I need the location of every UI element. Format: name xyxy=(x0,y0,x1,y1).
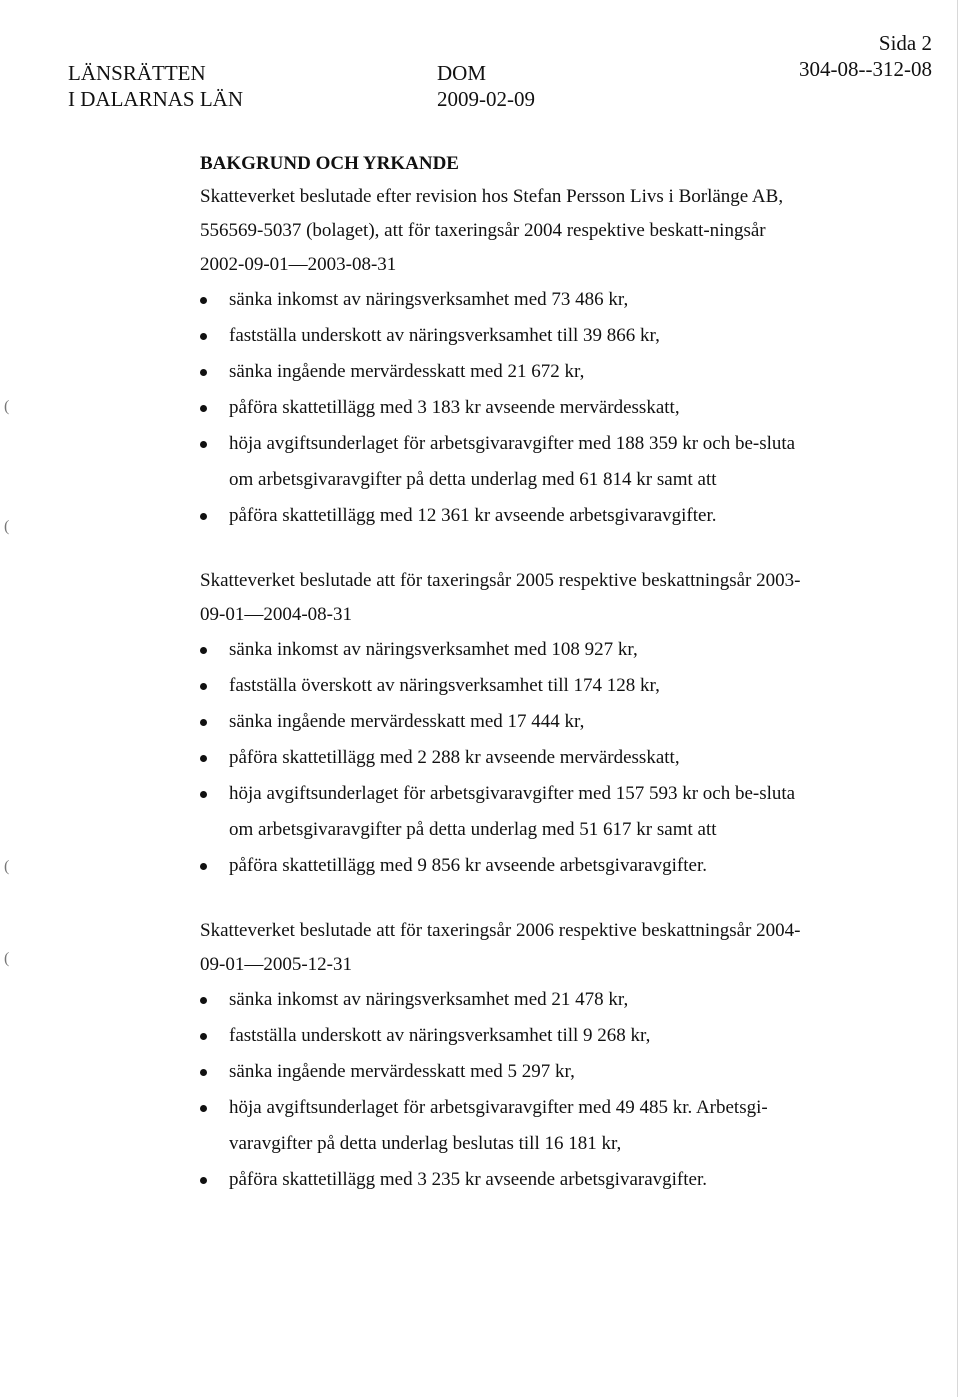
decision-section-2006 xyxy=(200,914,810,1198)
list-item xyxy=(200,848,810,884)
list-item-text: höja avgiftsunderlaget för arbetsgivaravgifter med 157 593 kr och be-sluta om arbetsgivaravgifter på detta underlag med 51 617 kr samt att xyxy=(229,783,796,840)
bullet-icon xyxy=(200,719,207,726)
bullet-icon xyxy=(200,405,207,412)
list-item-text: fastställa överskott av näringsverksamhet till 174 128 kr, xyxy=(229,675,660,696)
scan-mark: ( xyxy=(4,518,10,535)
list-item-text: påföra skattetillägg med 2 288 kr avseende mervärdesskatt, xyxy=(229,747,680,768)
list-item xyxy=(200,1018,810,1054)
decision-list xyxy=(200,282,810,534)
section-intro: Skatteverket beslutade efter revision hos Stefan Persson Livs i Borlänge AB, 556569-5037 (bolaget), att för taxeringsår 2004 respektive beskatt-ningsår 2002-09-01—2003-08-31 xyxy=(200,186,784,275)
list-item-text: sänka ingående mervärdesskatt med 17 444 kr, xyxy=(229,711,585,732)
list-item-text: fastställa underskott av näringsverksamhet till 9 268 kr, xyxy=(229,1025,651,1046)
list-item-text: påföra skattetillägg med 3 235 kr avseende arbetsgivaravgifter. xyxy=(229,1169,707,1190)
bullet-icon xyxy=(200,647,207,654)
section-intro: Skatteverket beslutade att för taxeringsår 2005 respektive beskattningsår 2003-09-01—2004-08-31 xyxy=(200,570,801,625)
list-item xyxy=(200,354,810,390)
list-item xyxy=(200,282,810,318)
court-name xyxy=(68,60,243,112)
list-item xyxy=(200,1090,810,1162)
bullet-icon xyxy=(200,369,207,376)
document-type-block xyxy=(437,60,535,112)
bullet-icon xyxy=(200,1033,207,1040)
bullet-icon xyxy=(200,297,207,304)
bullet-icon xyxy=(200,791,207,798)
bullet-icon xyxy=(200,683,207,690)
bullet-icon xyxy=(200,997,207,1004)
document-body xyxy=(200,148,810,1228)
court-name-line1: LÄNSRÄTTEN xyxy=(68,61,206,85)
document-type: DOM xyxy=(437,61,487,85)
bullet-icon xyxy=(200,1105,207,1112)
list-item-text: sänka inkomst av näringsverksamhet med 73 486 kr, xyxy=(229,289,629,310)
list-item xyxy=(200,390,810,426)
bullet-icon xyxy=(200,1177,207,1184)
bullet-icon xyxy=(200,333,207,340)
bullet-icon xyxy=(200,863,207,870)
list-item xyxy=(200,704,810,740)
page-number: Sida 2 xyxy=(878,31,932,55)
scan-mark: ( xyxy=(4,950,10,967)
decision-list xyxy=(200,982,810,1198)
list-item xyxy=(200,668,810,704)
scan-edge xyxy=(957,0,958,1397)
document-date: 2009-02-09 xyxy=(437,87,535,111)
list-item xyxy=(200,632,810,668)
list-item-text: fastställa underskott av näringsverksamhet till 39 866 kr, xyxy=(229,325,660,346)
bullet-icon xyxy=(200,755,207,762)
list-item xyxy=(200,318,810,354)
list-item xyxy=(200,1162,810,1198)
list-item-text: sänka ingående mervärdesskatt med 5 297 kr, xyxy=(229,1061,575,1082)
bullet-icon xyxy=(200,513,207,520)
list-item-text: höja avgiftsunderlaget för arbetsgivaravgifter med 188 359 kr och be-sluta om arbetsgivaravgifter på detta underlag med 61 814 kr samt att xyxy=(229,433,796,490)
list-item-text: påföra skattetillägg med 3 183 kr avseende mervärdesskatt, xyxy=(229,397,680,418)
list-item-text: höja avgiftsunderlaget för arbetsgivaravgifter med 49 485 kr. Arbetsgi-varavgifter på detta underlag beslutas till 16 181 kr, xyxy=(229,1097,768,1154)
scan-mark: ( xyxy=(4,858,10,875)
list-item-text: påföra skattetillägg med 12 361 kr avseende arbetsgivaravgifter. xyxy=(229,505,717,526)
list-item xyxy=(200,1054,810,1090)
bullet-icon xyxy=(200,1069,207,1076)
list-item-text: sänka inkomst av näringsverksamhet med 21 478 kr, xyxy=(229,989,629,1010)
list-item-text: sänka inkomst av näringsverksamhet med 108 927 kr, xyxy=(229,639,638,660)
list-item xyxy=(200,498,810,534)
section-intro: Skatteverket beslutade att för taxeringsår 2006 respektive beskattningsår 2004-09-01—2005-12-31 xyxy=(200,920,801,975)
decision-list xyxy=(200,632,810,884)
scan-mark: ( xyxy=(4,398,10,415)
court-name-line2: I DALARNAS LÄN xyxy=(68,87,243,111)
list-item xyxy=(200,426,810,498)
list-item-text: sänka ingående mervärdesskatt med 21 672 kr, xyxy=(229,361,585,382)
list-item xyxy=(200,982,810,1018)
decision-section-2005 xyxy=(200,564,810,884)
case-number: 304-08--312-08 xyxy=(799,57,932,81)
list-item xyxy=(200,740,810,776)
decision-section-2004 xyxy=(200,180,810,534)
page-info-block xyxy=(799,30,932,82)
section-heading: BAKGRUND OCH YRKANDE xyxy=(200,153,459,174)
list-item xyxy=(200,776,810,848)
bullet-icon xyxy=(200,441,207,448)
list-item-text: påföra skattetillägg med 9 856 kr avseende arbetsgivaravgifter. xyxy=(229,855,707,876)
